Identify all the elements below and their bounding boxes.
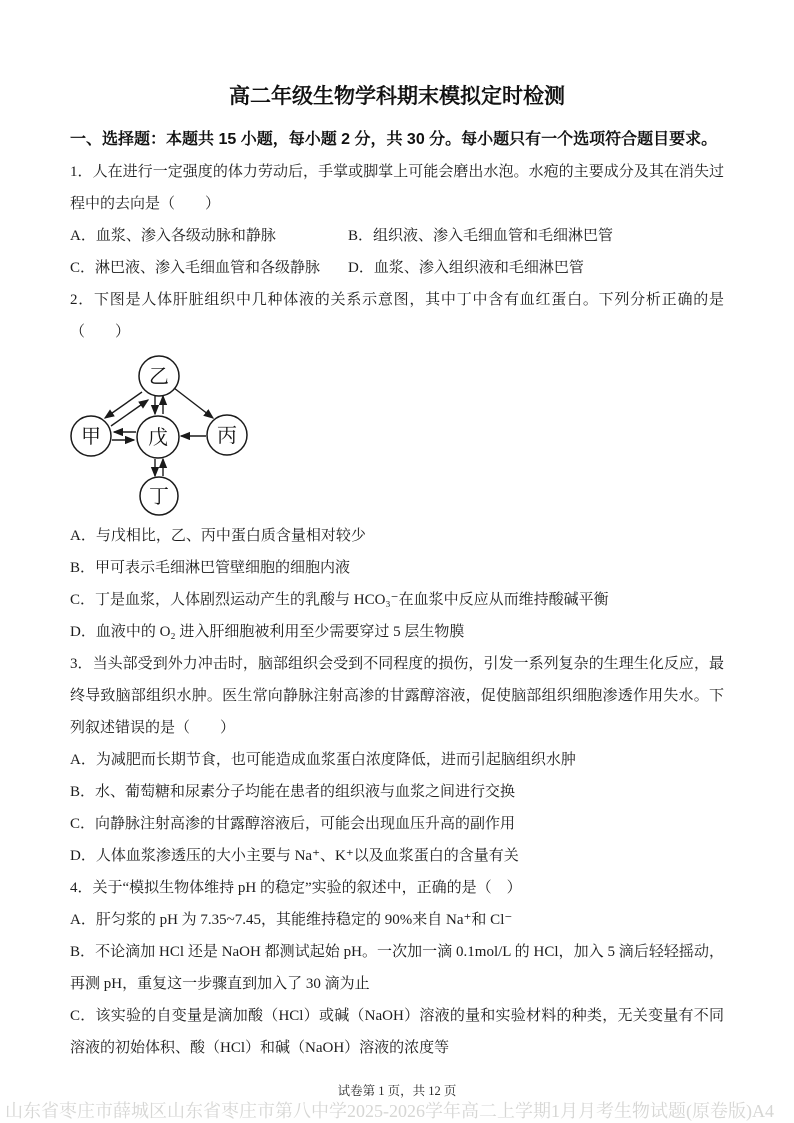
question-1-option-d: D．血浆、渗入组织液和毛细淋巴管 <box>348 260 584 276</box>
question-4-option-c: C．该实验的自变量是滴加酸（HCl）或碱（NaOH）溶液的量和实验材料的种类，无关变量有不同溶液的初始体积、酸（HCl）和碱（NaOH）溶液的浓度等 <box>70 1008 724 1056</box>
question-1-option-a: A．血浆、渗入各级动脉和静脉 <box>70 228 276 244</box>
question-3-option-d: D．人体血浆渗透压的大小主要与 Na⁺、K⁺以及血浆蛋白的含量有关 <box>70 848 519 864</box>
footer-page-info: 试卷第 1 页，共 12 页 <box>337 1084 457 1098</box>
question-1-options <box>70 220 724 284</box>
edge-yi-to-bing <box>174 388 213 418</box>
question-2-stem: 2．下图是人体肝脏组织中几种体液的关系示意图，其中丁中含有血红蛋白。下列分析正确的是（ ） <box>70 292 724 340</box>
question-1-option-b: B．组织液、渗入毛细血管和毛细淋巴管 <box>348 228 614 244</box>
body-fluid-relationship-diagram <box>66 350 724 520</box>
question-4-stem: 4．关于“模拟生物体维持 pH 的稳定”实验的叙述中，正确的是（ ） <box>70 880 522 896</box>
node-jia-label: 甲 <box>81 426 101 448</box>
node-wu-label: 戊 <box>148 427 168 449</box>
question-2-option-c: C．丁是血浆，人体剧烈运动产生的乳酸与 HCO₃⁻在血浆中反应从而维持酸碱平衡 <box>70 592 609 608</box>
question-4-option-a: A．肝匀浆的 pH 为 7.35~7.45，其能维持稳定的 90%来自 Na⁺和 Cl⁻ <box>70 912 513 928</box>
page-title: 高二年级生物学科期末模拟定时检测 <box>229 85 565 108</box>
question-4-option-b: B．不论滴加 HCl 还是 NaOH 都测试起始 pH。一次加一滴 0.1mol/L 的 HCl，加入 5 滴后轻轻摇动，再测 pH，重复这一步骤直到加入了 30 滴为止 <box>70 944 724 992</box>
watermark-text: 山东省枣庄市薛城区山东省枣庄市第八中学2025-2026学年高二上学期1月月考生物试题(原卷版)A4 <box>5 1101 774 1121</box>
question-1-option-c: C．淋巴液、渗入毛细血管和各级静脉 <box>70 260 321 276</box>
node-yi-label: 乙 <box>149 366 169 388</box>
question-3-stem: 3．当头部受到外力冲击时，脑部组织会受到不同程度的损伤，引发一系列复杂的生理生化反应，最终导致脑部组织水肿。医生常向静脉注射高渗的甘露醇溶液，促使脑部组织细胞渗透作用失水。下列叙述错误的是（ ） <box>70 656 724 736</box>
question-2-option-a: A．与戊相比，乙、丙中蛋白质含量相对较少 <box>70 528 366 544</box>
node-bing-label: 丙 <box>217 425 237 447</box>
question-2-option-d: D．血液中的 O₂ 进入肝细胞被利用至少需要穿过 5 层生物膜 <box>70 624 465 640</box>
question-1-stem: 1．人在进行一定强度的体力劳动后，手掌或脚掌上可能会磨出水泡。水疱的主要成分及其在消失过程中的去向是（ ） <box>70 164 724 212</box>
node-ding-label: 丁 <box>149 486 169 508</box>
question-3-option-b: B．水、葡萄糖和尿素分子均能在患者的组织液与血浆之间进行交换 <box>70 784 516 800</box>
question-3-option-c: C．向静脉注射高渗的甘露醇溶液后，可能会出现血压升高的副作用 <box>70 816 516 832</box>
question-2-option-b: B．甲可表示毛细淋巴管壁细胞的细胞内液 <box>70 560 351 576</box>
question-3-option-a: A．为减肥而长期节食，也可能造成血浆蛋白浓度降低，进而引起脑组织水肿 <box>70 752 576 768</box>
edge-yi-to-jia <box>105 392 142 418</box>
diagram-svg <box>66 350 266 520</box>
section-heading: 一、选择题：本题共 15 小题，每小题 2 分，共 30 分。每小题只有一个选项符合题目要求。 <box>70 131 718 148</box>
